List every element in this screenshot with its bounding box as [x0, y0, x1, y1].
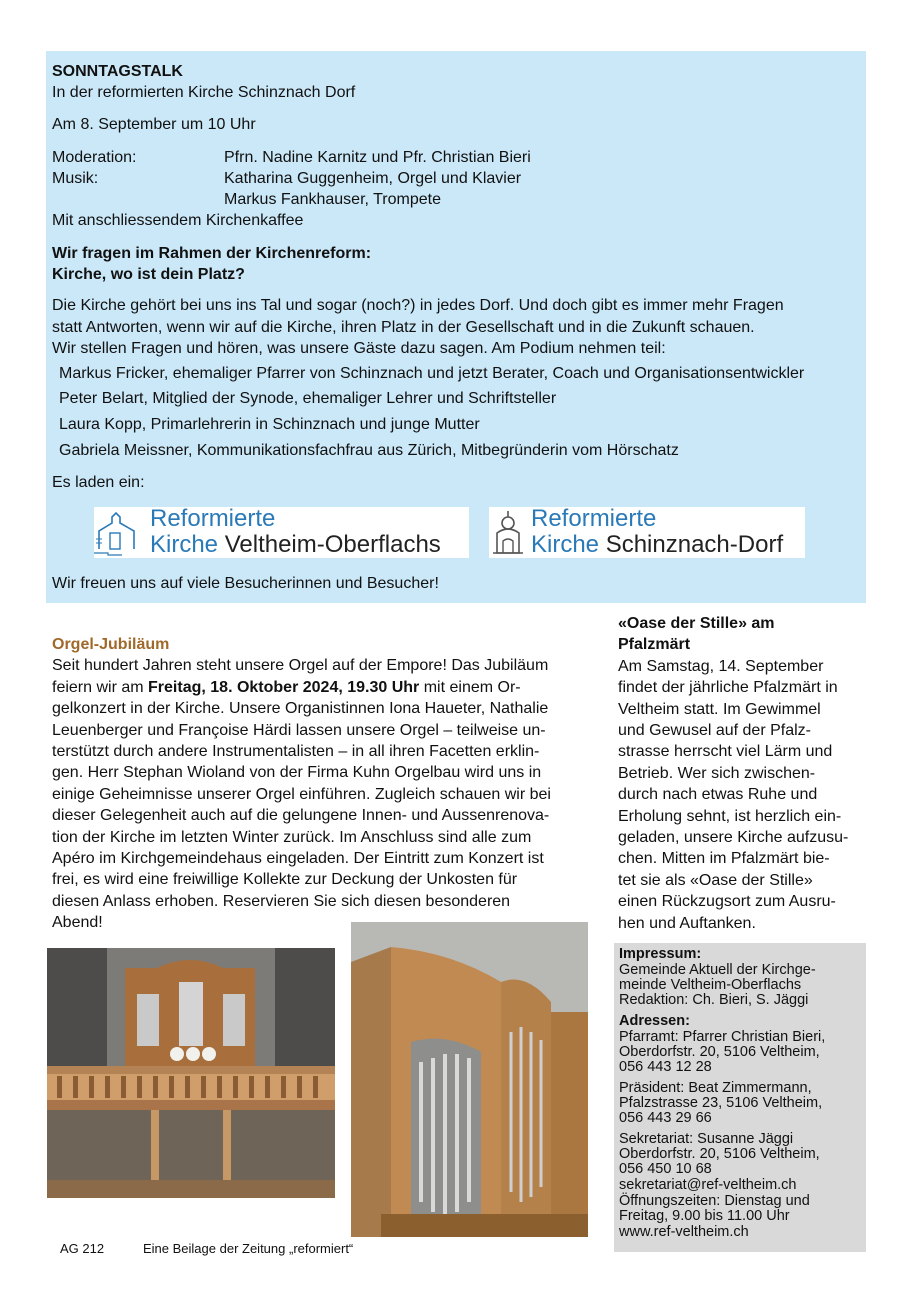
sonntagstalk-location: In der reformierten Kirche Schinznach Dorf	[52, 84, 356, 101]
oase-heading-2: Pfalzmärt	[618, 636, 691, 654]
pfarramt-line: Pfarramt: Pfarrer Christian Bieri,	[619, 1029, 826, 1045]
orgel-text: feiern wir am	[52, 678, 149, 696]
church-icon	[94, 509, 144, 557]
sekretariat-email[interactable]: sekretariat@ref-veltheim.ch	[619, 1177, 797, 1193]
organ-gallery-photo	[47, 948, 335, 1198]
panel-member: Peter Belart, Mitglied der Synode, ehemaliger Lehrer und Schriftsteller	[59, 390, 557, 407]
orgel-line: Seit hundert Jahren steht unsere Orgel auf der Empore! Das Jubiläum	[52, 657, 549, 675]
sekretariat-line: 056 450 10 68	[619, 1161, 712, 1177]
oase-line: Betrieb. Wer sich zwischen-	[618, 764, 816, 782]
orgel-section	[52, 634, 592, 934]
opening-hours-line: Öffnungszeiten: Dienstag und	[619, 1193, 810, 1209]
intro-line: statt Antworten, wenn wir auf die Kirche, ihren Platz in der Gesellschaft und in die Zukunft schauen.	[52, 319, 755, 336]
oase-line: tet sie als «Oase der Stille»	[618, 871, 813, 889]
orgel-line: diesen Anlass erhoben. Reservieren Sie sich diesen besonderen	[52, 892, 511, 910]
panel-member: Gabriela Meissner, Kommunikationsfachfrau aus Zürich, Mitbegründerin vom Hörschatz	[59, 442, 679, 459]
logo-place: Schinznach-Dorf	[605, 531, 784, 558]
sonntagstalk-heading: SONNTAGSTALK	[52, 63, 183, 80]
orgel-heading: Orgel-Jubiläum	[52, 636, 170, 653]
question-line-2: Kirche, wo ist dein Platz?	[52, 266, 245, 283]
orgel-line: gen. Herr Stephan Wioland von der Firma Kuhn Orgelbau wird uns in	[52, 764, 542, 782]
sonntagstalk-box	[46, 51, 866, 603]
footer-note: Eine Beilage der Zeitung „reformiert“	[143, 1241, 354, 1256]
orgel-line-date	[52, 677, 592, 698]
oase-line: einen Rückzugsort zum Ausru-	[618, 893, 836, 911]
intro-line: Die Kirche gehört bei uns ins Tal und sogar (noch?) in jedes Dorf. Und doch gibt es immer mehr Fragen	[52, 297, 784, 314]
musik-label: Musik:	[52, 170, 99, 187]
organ-closeup-photo	[351, 922, 588, 1237]
pfarramt-line: Oberdorfstr. 20, 5106 Veltheim,	[619, 1044, 820, 1060]
oase-line: und Gewusel auf der Pfalz-	[618, 722, 811, 740]
closing-text: Wir freuen uns auf viele Besucherinnen und Besucher!	[52, 575, 439, 592]
orgel-line: terstützt durch andere Instrumentalisten – in all ihren Facetten erklin-	[52, 743, 540, 761]
website-link[interactable]: www.ref-veltheim.ch	[619, 1224, 749, 1240]
sonntagstalk-date: Am 8. September um 10 Uhr	[52, 116, 256, 133]
moderation-label: Moderation:	[52, 149, 137, 166]
logo-place: Veltheim-Oberflachs	[224, 531, 441, 558]
logo-word-reformierte: Reformierte	[531, 505, 657, 532]
impressum-line: meinde Veltheim-Oberflachs	[619, 977, 802, 993]
logo-line-2	[531, 532, 783, 558]
logo-line-2	[150, 532, 441, 558]
orgel-line: Leuenberger und Françoise Härdi lassen unsere Orgel – teilweise un-	[52, 721, 546, 739]
oase-section	[618, 613, 848, 934]
impressum-box	[614, 943, 866, 1252]
oase-line: durch nach etwas Ruhe und	[618, 786, 818, 804]
panel-member: Markus Fricker, ehemaliger Pfarrer von Schinznach und jetzt Berater, Coach und Organisationsentwickler	[59, 365, 805, 382]
page-number: AG 212	[60, 1241, 105, 1256]
orgel-line: tion der Kirche im letzten Winter zurück. Im Anschluss sind alle zum	[52, 828, 532, 846]
logo-schinznach-dorf	[489, 507, 805, 558]
logo-word-kirche: Kirche	[150, 531, 219, 558]
oase-line: strasse herrscht viel Lärm und	[618, 743, 833, 761]
praesident-line: 056 443 29 66	[619, 1110, 712, 1126]
oase-heading-1: «Oase der Stille» am	[618, 615, 775, 632]
orgel-line: frei, es wird eine freiwillige Kollekte zur Deckung der Unkosten für	[52, 871, 518, 889]
musik-value-2: Markus Fankhauser, Trompete	[224, 191, 441, 208]
orgel-line: gelkonzert in der Kirche. Unsere Organistinnen Iona Haueter, Nathalie	[52, 700, 549, 718]
orgel-line: Apéro im Kirchgemeindehaus eingeladen. Der Eintritt zum Konzert ist	[52, 850, 544, 868]
intro-line: Wir stellen Fragen und hören, was unsere Gäste dazu sagen. Am Podium nehmen teil:	[52, 340, 666, 357]
impressum-heading: Impressum:	[619, 946, 702, 962]
logo-word-reformierte: Reformierte	[150, 505, 276, 532]
concert-date: Freitag, 18. Oktober 2024, 19.30 Uhr	[148, 678, 420, 696]
orgel-line: einige Geheimnisse unserer Orgel einführen. Zugleich schauen wir bei	[52, 785, 551, 803]
orgel-line: dieser Gelegenheit auch auf die gelungene Innen- und Aussenrenova-	[52, 807, 550, 825]
sekretariat-line: Oberdorfstr. 20, 5106 Veltheim,	[619, 1146, 820, 1162]
oase-line: chen. Mitten im Pfalzmärt bie-	[618, 850, 830, 868]
adressen-heading: Adressen:	[619, 1013, 690, 1029]
opening-hours-line: Freitag, 9.00 bis 11.00 Uhr	[619, 1208, 790, 1224]
sekretariat-line: Sekretariat: Susanne Jäggi	[619, 1131, 794, 1147]
impressum-line: Redaktion: Ch. Bieri, S. Jäggi	[619, 992, 809, 1008]
impressum-line: Gemeinde Aktuell der Kirchge-	[619, 962, 816, 978]
musik-value-1: Katharina Guggenheim, Orgel und Klavier	[224, 170, 522, 187]
church-tower-icon	[491, 509, 525, 555]
orgel-text: mit einem Or-	[419, 678, 521, 696]
question-line-1: Wir fragen im Rahmen der Kirchenreform:	[52, 245, 372, 262]
praesident-line: Pfalzstrasse 23, 5106 Veltheim,	[619, 1095, 823, 1111]
oase-line: hen und Auftanken.	[618, 914, 756, 932]
invite-text: Es laden ein:	[52, 474, 145, 491]
orgel-line: Abend!	[52, 914, 103, 932]
oase-line: geladen, unsere Kirche aufzusu-	[618, 829, 849, 847]
panel-member: Laura Kopp, Primarlehrerin in Schinznach und junge Mutter	[59, 416, 480, 433]
pfarramt-line: 056 443 12 28	[619, 1059, 712, 1075]
oase-line: Veltheim statt. Im Gewimmel	[618, 700, 821, 718]
logo-word-kirche: Kirche	[531, 531, 600, 558]
kirchenkaffee-note: Mit anschliessendem Kirchenkaffee	[52, 212, 304, 229]
oase-line: Am Samstag, 14. September	[618, 657, 824, 675]
moderation-value: Pfrn. Nadine Karnitz und Pfr. Christian Bieri	[224, 149, 531, 166]
logo-veltheim-oberflachs	[94, 507, 469, 558]
oase-line: findet der jährliche Pfalzmärt in	[618, 679, 838, 697]
praesident-line: Präsident: Beat Zimmermann,	[619, 1080, 812, 1096]
oase-line: Erholung sehnt, ist herzlich ein-	[618, 807, 842, 825]
